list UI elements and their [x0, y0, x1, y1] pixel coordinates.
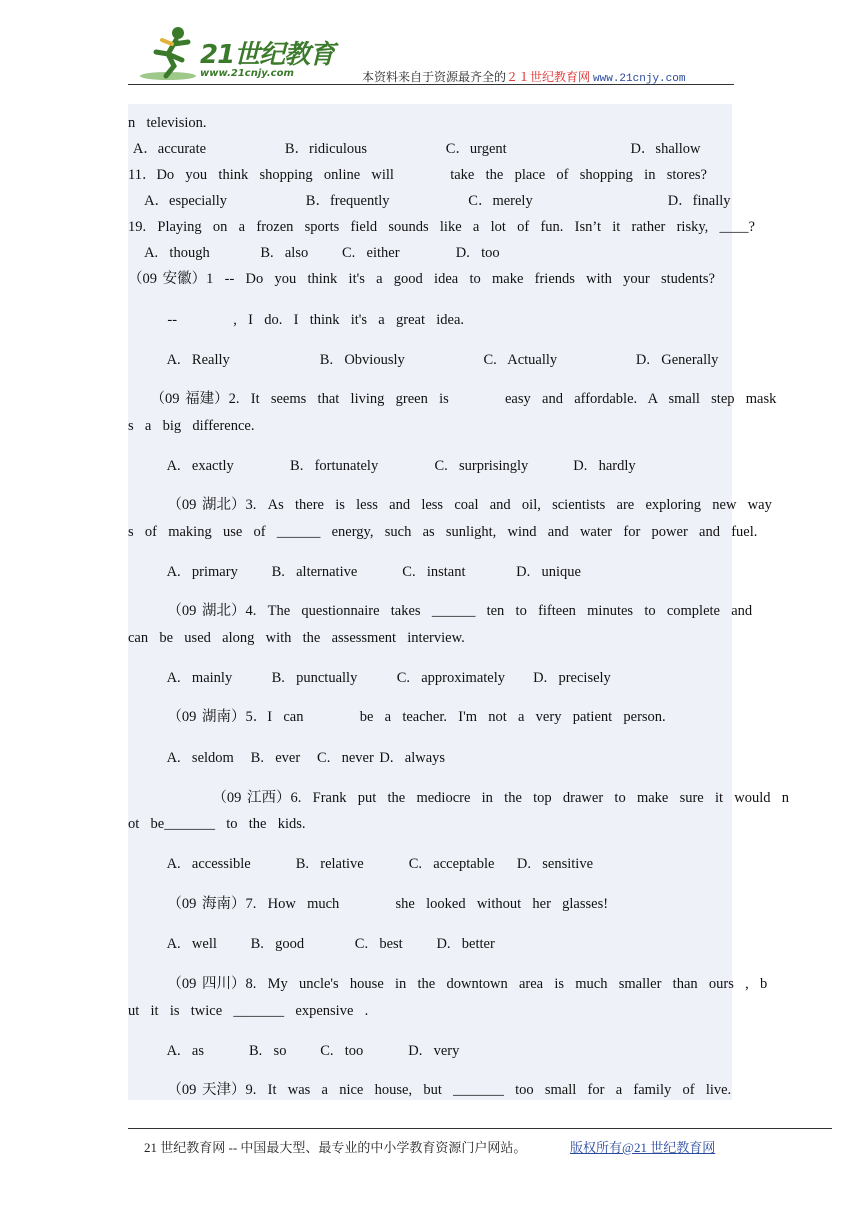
text-line: A. as B. so C. too D. very	[128, 1043, 460, 1059]
text-line: 11．Do you think shopping online will take the place of shopping in stores?	[128, 167, 707, 183]
text-line: A. Really B. Obviously C. Actually D. Generally	[128, 352, 719, 368]
header-note-site: ２１世纪教育网	[506, 70, 591, 84]
text-line: A．especially B．frequently C．merely D．finally	[128, 193, 731, 209]
text-line: （09 安徽）1 -- Do you think it's a good idea to make friends with your students?	[128, 271, 715, 287]
text-line: A. mainly B. punctually C. approximately D. precisely	[128, 670, 611, 686]
header-divider	[128, 84, 734, 85]
page-header	[128, 20, 734, 86]
text-line: A. accessible B. relative C. acceptable D. sensitive	[128, 856, 594, 872]
text-line: 19. Playing on a frozen sports field sounds like a lot of fun. Isn’t it rather risky, ____?	[128, 219, 755, 235]
text-line: A. seldom B. ever C. never D. always	[128, 750, 446, 766]
text-line: （09 福建）2. It seems that living green is easy and affordable. A small step mask	[128, 391, 777, 407]
text-line: ut it is twice _______ expensive .	[128, 1003, 369, 1019]
text-line: A．accurate B．ridiculous C．urgent D．shallow	[128, 141, 701, 157]
site-logo[interactable]	[138, 24, 338, 84]
text-line: ot be_______ to the kids.	[128, 816, 306, 832]
text-line: （09 天津）9. It was a nice house, but _______ too small for a family of live.	[128, 1082, 732, 1098]
text-line: （09 湖北）4. The questionnaire takes ______ ten to fifteen minutes to complete and	[128, 603, 753, 619]
text-line: A. though B. also C. either D. too	[128, 245, 500, 261]
footer-divider	[128, 1128, 832, 1129]
text-line: s of making use of ______ energy, such as sunlight, wind and water for power and fuel.	[128, 524, 758, 540]
footer-tagline: 21 世纪教育网 -- 中国最大型、最专业的中小学教育资源门户网站。	[144, 1140, 527, 1155]
text-line: （09 湖北）3. As there is less and less coal and oil, scientists are exploring new way	[128, 497, 772, 513]
header-note-url[interactable]: www.21cnjy.com	[593, 73, 686, 85]
document-body	[128, 104, 790, 1100]
text-line: （09 四川）8. My uncle's house in the downtown area is much smaller than ours , b	[128, 976, 768, 992]
logo-url: www.21cnjy.com	[200, 68, 294, 79]
text-line: （09 江西）6. Frank put the mediocre in the top drawer to make sure it would n	[128, 790, 790, 806]
text-line: s a big difference.	[128, 418, 255, 434]
logo-text: 21世纪教育	[200, 40, 335, 70]
text-line: A. exactly B. fortunately C. surprisingly D. hardly	[128, 458, 636, 474]
header-note	[362, 68, 685, 85]
text-line: （09 海南）7. How much she looked without her glasses!	[128, 896, 609, 912]
text-line: （09 湖南）5．I can be a teacher. I'm not a very patient person.	[128, 709, 666, 725]
footer-copyright-link[interactable]: 版权所有@21 世纪教育网	[570, 1140, 716, 1155]
text-line: -- , I do. I think it's a great idea.	[128, 312, 464, 328]
runner-logo-icon	[138, 24, 200, 82]
text-line: A. well B. good C. best D. better	[128, 936, 495, 952]
header-note-prefix: 本资料来自于资源最齐全的	[362, 70, 507, 84]
text-line: can be used along with the assessment interview.	[128, 630, 465, 646]
text-line: n television.	[128, 115, 207, 131]
text-line: A. primary B. alternative C. instant D. unique	[128, 564, 581, 580]
